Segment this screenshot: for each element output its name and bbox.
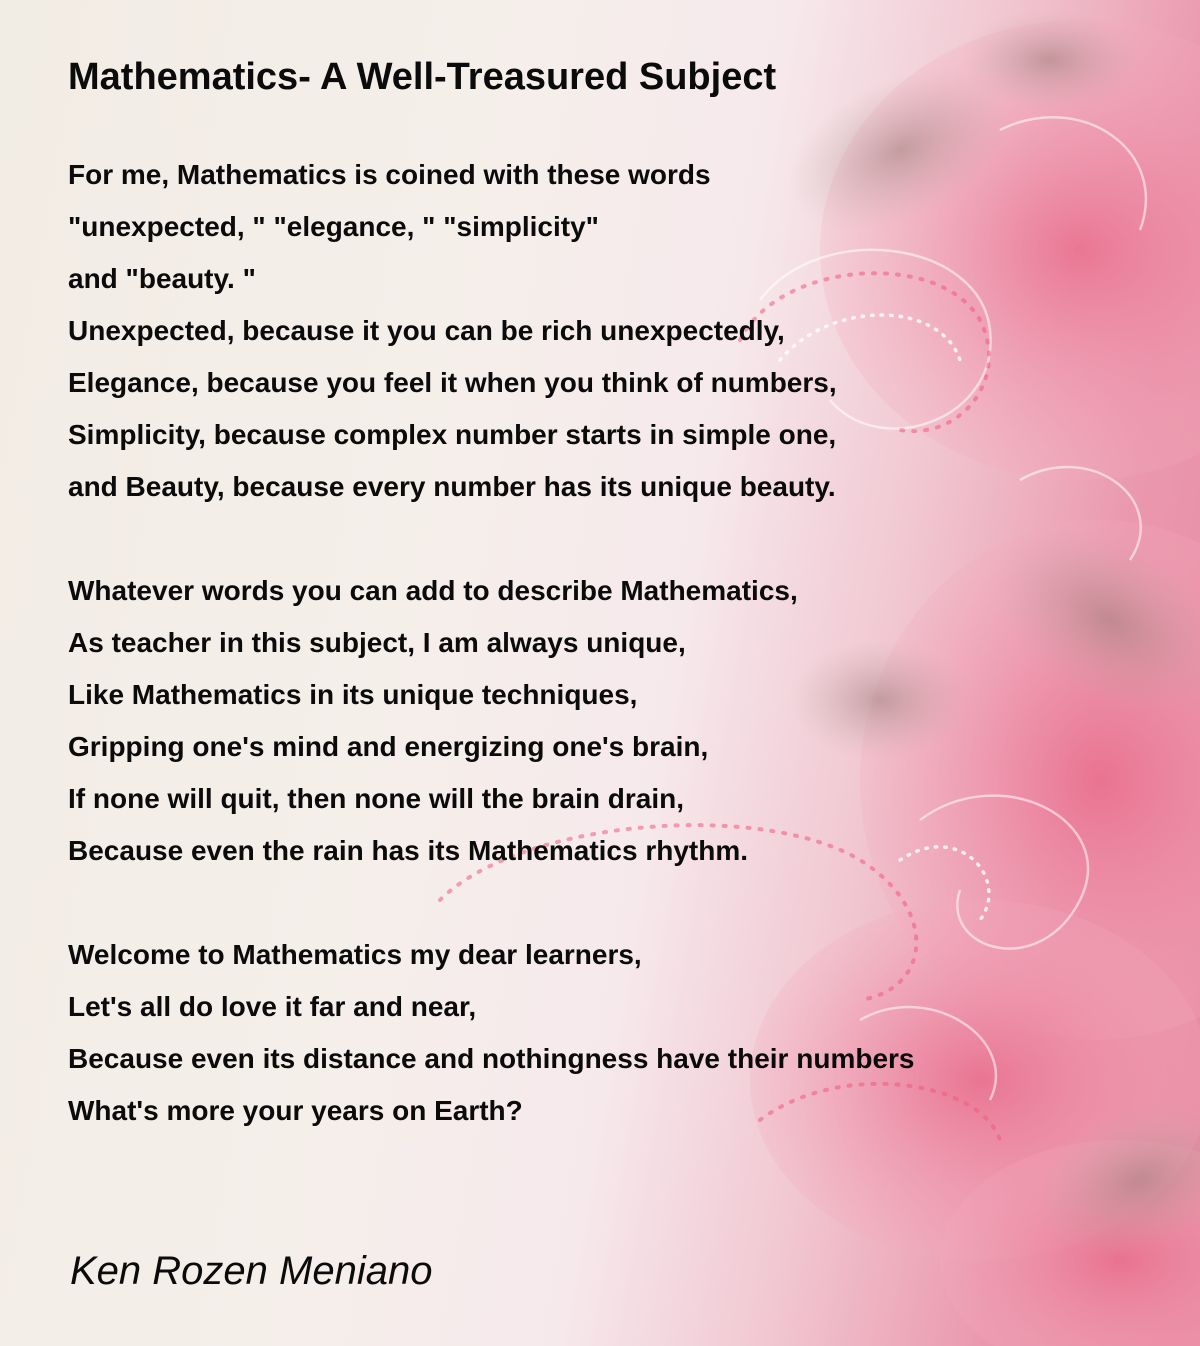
poem-line: Because even the rain has its Mathematics rhythm.: [68, 835, 749, 866]
poem-line: What's more your years on Earth?: [68, 1095, 523, 1126]
poem-line: Whatever words you can add to describe Mathematics,: [68, 575, 798, 606]
stanza-1: [68, 149, 837, 513]
poem-title: Mathematics- A Well-Treasured Subject: [68, 56, 777, 98]
stanza-2: [68, 565, 798, 877]
poem-line: If none will quit, then none will the brain drain,: [68, 783, 684, 814]
poem-line: Like Mathematics in its unique techniques,: [68, 679, 638, 710]
poem-line: Welcome to Mathematics my dear learners,: [68, 939, 642, 970]
stanza-3: [68, 929, 914, 1137]
poem-line: Gripping one's mind and energizing one's brain,: [68, 731, 709, 762]
poem-line: and "beauty. ": [68, 263, 256, 294]
poem-line: Unexpected, because it you can be rich unexpectedly,: [68, 315, 785, 346]
poem-line: Because even its distance and nothingness have their numbers: [68, 1043, 915, 1074]
poem-line: Elegance, because you feel it when you think of numbers,: [68, 367, 837, 398]
poem-line: As teacher in this subject, I am always unique,: [68, 627, 686, 658]
poem-line: and Beauty, because every number has its unique beauty.: [68, 471, 836, 502]
poem-author: Ken Rozen Meniano: [70, 1249, 433, 1293]
poem-line: Simplicity, because complex number starts in simple one,: [68, 419, 837, 450]
poem-line: For me, Mathematics is coined with these words: [68, 159, 711, 190]
poem-line: "unexpected, " "elegance, " "simplicity": [68, 211, 599, 242]
poem-line: Let's all do love it far and near,: [68, 991, 477, 1022]
